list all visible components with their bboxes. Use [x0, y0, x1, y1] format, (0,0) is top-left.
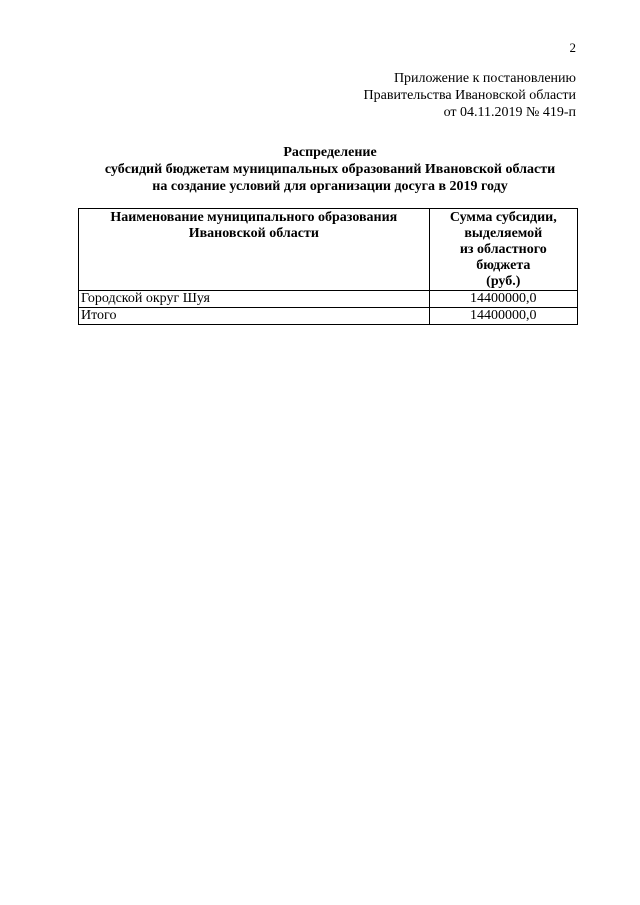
title-line-2: субсидий бюджетам муниципальных образований Ивановской области — [104, 162, 556, 177]
header-sum-line: из областного — [459, 242, 547, 257]
approval-line-2: Правительства Ивановской области — [363, 88, 576, 103]
header-municipality: Наименование муниципального образования Ивановской области — [79, 209, 430, 291]
header-subsidy-sum — [429, 209, 577, 291]
title-line-3: на создание условий для организации досуга в 2019 году — [152, 179, 508, 194]
table-row — [79, 291, 578, 308]
approval-line-1: Приложение к постановлению — [393, 71, 576, 86]
approval-stamp — [364, 70, 576, 121]
total-sum: 14400000,0 — [429, 308, 577, 325]
table-row-total — [79, 308, 578, 325]
total-label: Итого — [79, 308, 430, 325]
header-sum-line: бюджета — [476, 258, 531, 273]
document-title — [60, 144, 600, 195]
table-header-row — [79, 209, 578, 291]
row-municipality-name: Городской округ Шуя — [79, 291, 430, 308]
header-sum-line: Сумма субсидии, — [449, 210, 557, 225]
subsidy-table — [78, 208, 578, 325]
title-line-1: Распределение — [283, 145, 377, 160]
approval-line-3: от 04.11.2019 № 419-п — [443, 105, 576, 120]
row-subsidy-sum: 14400000,0 — [429, 291, 577, 308]
page-number: 2 — [569, 40, 576, 55]
header-sum-line: выделяемой — [464, 226, 543, 241]
header-sum-line: (руб.) — [486, 274, 521, 289]
